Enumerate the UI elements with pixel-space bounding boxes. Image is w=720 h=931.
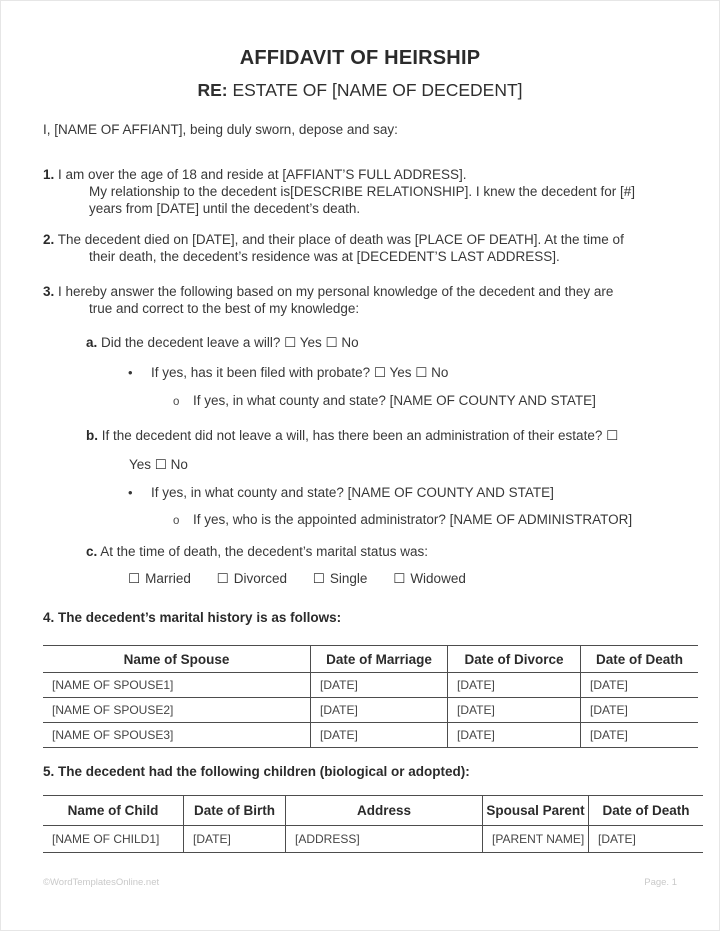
table-cell: [PARENT NAME] bbox=[483, 826, 589, 853]
table-row bbox=[43, 826, 703, 853]
table-header-row bbox=[43, 646, 698, 673]
table-cell: [DATE] bbox=[589, 826, 704, 853]
table-cell: [DATE] bbox=[581, 723, 699, 748]
item2-line1: 2. The decedent died on [DATE], and their place of death was [PLACE OF DEATH]. At the time of bbox=[43, 232, 624, 247]
numbered-item-1 bbox=[43, 166, 677, 217]
circle-bullet-icon: o bbox=[173, 396, 180, 408]
item1-number: 1. bbox=[43, 167, 55, 182]
document-title: AFFIDAVIT OF HEIRSHIP bbox=[239, 47, 481, 69]
item-c-marker: c. bbox=[86, 544, 98, 559]
page-footer bbox=[43, 877, 677, 889]
table-cell: [NAME OF SPOUSE2] bbox=[43, 698, 311, 723]
document-subtitle bbox=[43, 79, 677, 101]
table-cell: [DATE] bbox=[448, 698, 581, 723]
marital-option-divorced: ☐ Divorced bbox=[216, 571, 288, 586]
marital-history-table bbox=[43, 645, 698, 748]
column-header: Spousal Parent bbox=[483, 796, 589, 826]
checkbox-icon: ☐ bbox=[216, 571, 229, 586]
table-cell: [DATE] bbox=[311, 673, 448, 698]
item1-line1: 1. I am over the age of 18 and reside at [AFFIANT’S FULL ADDRESS]. bbox=[43, 167, 467, 182]
table-header-row bbox=[43, 796, 703, 826]
intro-paragraph: I, [NAME OF AFFIANT], being duly sworn, depose and say: bbox=[43, 122, 398, 137]
table-row bbox=[43, 723, 698, 748]
table-cell: [NAME OF SPOUSE1] bbox=[43, 673, 311, 698]
item3-line2: true and correct to the best of my knowledge: bbox=[89, 301, 360, 316]
checkbox-icon: ☐ bbox=[312, 571, 325, 586]
table-cell: [DATE] bbox=[448, 673, 581, 698]
question-b-yes-no: Yes ☐ No bbox=[129, 457, 188, 472]
footer-watermark: ©WordTemplatesOnline.net bbox=[43, 877, 160, 888]
table-cell: [ADDRESS] bbox=[286, 826, 483, 853]
marital-option-single: ☐ Single bbox=[312, 571, 368, 586]
table-cell: [DATE] bbox=[311, 723, 448, 748]
question-c-marital-status: c. At the time of death, the decedent’s marital status was: bbox=[86, 544, 428, 559]
item1-line2: My relationship to the decedent is[DESCRIBE RELATIONSHIP]. I knew the decedent for [#] bbox=[89, 184, 636, 199]
table-cell: [DATE] bbox=[184, 826, 286, 853]
item1-line3: years from [DATE] until the decedent’s death. bbox=[89, 201, 361, 216]
column-header: Name of Child bbox=[43, 796, 184, 826]
numbered-item-2 bbox=[43, 231, 677, 265]
column-header: Date of Birth bbox=[184, 796, 286, 826]
column-header: Name of Spouse bbox=[43, 646, 311, 673]
marital-option-married: ☐ Married bbox=[128, 571, 191, 586]
section-5-heading: 5. The decedent had the following children (biological or adopted): bbox=[43, 764, 470, 779]
marital-option-widowed: ☐ Widowed bbox=[393, 571, 466, 586]
column-header: Address bbox=[286, 796, 483, 826]
item-a-marker: a. bbox=[86, 335, 98, 350]
item3-line1: 3. I hereby answer the following based on my personal knowledge of the decedent and they are bbox=[43, 284, 614, 299]
circle-bullet-icon: o bbox=[173, 515, 180, 527]
section-4-heading: 4. The decedent’s marital history is as follows: bbox=[43, 610, 342, 625]
bullet-icon: • bbox=[128, 365, 133, 380]
item2-line2: their death, the decedent’s residence was at [DECEDENT’S LAST ADDRESS]. bbox=[89, 249, 560, 264]
numbered-item-3 bbox=[43, 283, 677, 317]
table-cell: [NAME OF SPOUSE3] bbox=[43, 723, 311, 748]
table-row bbox=[43, 673, 698, 698]
column-header: Date of Marriage bbox=[311, 646, 448, 673]
children-table bbox=[43, 795, 703, 853]
question-b-administration: b. If the decedent did not leave a will, has there been an administration of their estate? ☐ bbox=[86, 428, 619, 443]
table-cell: [DATE] bbox=[311, 698, 448, 723]
table-row bbox=[43, 698, 698, 723]
subtitle-re-prefix: RE: bbox=[197, 80, 228, 100]
table-cell: [DATE] bbox=[581, 698, 699, 723]
checkbox-icon: ☐ bbox=[128, 571, 141, 586]
table-cell: [NAME OF CHILD1] bbox=[43, 826, 184, 853]
subtitle-text: ESTATE OF [NAME OF DECEDENT] bbox=[227, 80, 523, 100]
column-header: Date of Death bbox=[581, 646, 699, 673]
footer-page-number: Page. 1 bbox=[644, 877, 677, 888]
item3-number: 3. bbox=[43, 284, 55, 299]
checkbox-icon: ☐ bbox=[393, 571, 406, 586]
question-a-county-subbullet: o If yes, in what county and state? [NAME OF COUNTY AND STATE] bbox=[43, 392, 677, 411]
item-b-marker: b. bbox=[86, 428, 98, 443]
question-a-probate-bullet: • If yes, has it been filed with probate? ☐ Yes ☐ No bbox=[128, 365, 449, 380]
table-cell: [DATE] bbox=[448, 723, 581, 748]
marital-status-options bbox=[43, 570, 677, 587]
question-b-county-bullet: • If yes, in what county and state? [NAME OF COUNTY AND STATE] bbox=[128, 485, 554, 500]
question-b-administrator-subbullet: o If yes, who is the appointed administrator? [NAME OF ADMINISTRATOR] bbox=[43, 511, 677, 530]
column-header: Date of Divorce bbox=[448, 646, 581, 673]
question-a-will: a. Did the decedent leave a will? ☐ Yes ☐ No bbox=[86, 335, 359, 350]
column-header: Date of Death bbox=[589, 796, 704, 826]
bullet-icon: • bbox=[128, 485, 133, 500]
table-cell: [DATE] bbox=[581, 673, 699, 698]
item2-number: 2. bbox=[43, 232, 55, 247]
